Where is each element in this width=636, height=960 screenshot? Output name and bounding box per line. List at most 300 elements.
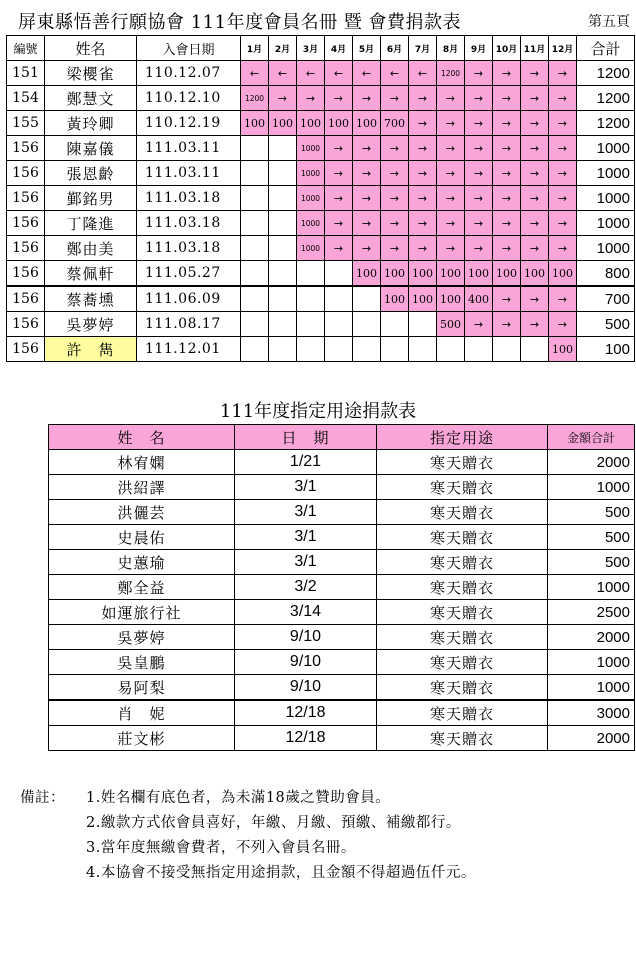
month-payment-cell: → [409, 236, 437, 261]
month-payment-cell [437, 337, 465, 362]
donation-date: 3/1 [235, 550, 377, 575]
month-payment-cell: → [409, 161, 437, 186]
month-payment-cell: 100 [325, 111, 353, 136]
donor-name: 肖 妮 [49, 700, 235, 726]
member-row [7, 261, 635, 287]
month-payment-cell [493, 337, 521, 362]
donation-date: 12/18 [235, 726, 377, 751]
donation-row [49, 726, 635, 751]
month-payment-cell: 100 [269, 111, 297, 136]
donation-row [49, 575, 635, 600]
month-payment-cell: → [549, 236, 577, 261]
month-payment-cell: → [549, 86, 577, 111]
member-name: 鄞銘男 [45, 186, 137, 211]
month-payment-cell [269, 337, 297, 362]
donor-name: 吳夢婷 [49, 625, 235, 650]
member-total: 100 [577, 337, 635, 362]
month-payment-cell: → [521, 86, 549, 111]
month-payment-cell: 1000 [297, 161, 325, 186]
month-payment-cell: → [549, 186, 577, 211]
month-payment-cell [241, 286, 269, 312]
donation-table-header [49, 425, 635, 450]
donation-amount: 2000 [548, 450, 635, 475]
month-payment-cell: → [409, 111, 437, 136]
donor-name: 林宥嫻 [49, 450, 235, 475]
month-payment-cell: → [437, 136, 465, 161]
header-name: 姓名 [45, 36, 137, 61]
month-payment-cell: → [409, 86, 437, 111]
donation-purpose: 寒天贈衣 [377, 475, 548, 500]
month-payment-cell [241, 161, 269, 186]
member-row [7, 236, 635, 261]
month-payment-cell [241, 337, 269, 362]
member-name: 梁櫻雀 [45, 61, 137, 86]
month-payment-cell [241, 261, 269, 287]
donation-amount: 1000 [548, 675, 635, 701]
month-payment-cell: → [493, 236, 521, 261]
member-total: 1000 [577, 136, 635, 161]
donation-amount: 1000 [548, 650, 635, 675]
month-payment-cell: → [353, 211, 381, 236]
month-payment-cell: → [465, 236, 493, 261]
donation-row [49, 625, 635, 650]
month-payment-cell [241, 211, 269, 236]
month-payment-cell: ← [409, 61, 437, 86]
member-join-date: 111.03.18 [137, 236, 241, 261]
member-number: 156 [7, 186, 45, 211]
member-total: 500 [577, 312, 635, 337]
document-title: 屏東縣悟善行願協會 111年度會員名冊 暨 會費捐款表 [18, 12, 462, 33]
month-payment-cell: → [353, 186, 381, 211]
month-payment-cell: → [521, 161, 549, 186]
note-item [20, 836, 632, 861]
donation-amount: 3000 [548, 700, 635, 726]
header-month: 1月 [241, 36, 269, 61]
month-payment-cell [521, 337, 549, 362]
month-payment-cell: 100 [353, 261, 381, 287]
month-payment-cell [269, 211, 297, 236]
member-row [7, 286, 635, 312]
month-payment-cell: → [409, 136, 437, 161]
donation-amount: 1000 [548, 575, 635, 600]
month-payment-cell [353, 337, 381, 362]
member-fee-table [6, 35, 635, 362]
donation-date: 9/10 [235, 650, 377, 675]
document-header [4, 6, 632, 32]
member-join-date: 111.06.09 [137, 286, 241, 312]
member-name: 陳嘉儀 [45, 136, 137, 161]
month-payment-cell: 100 [353, 111, 381, 136]
header-month: 5月 [353, 36, 381, 61]
member-total: 1000 [577, 186, 635, 211]
month-payment-cell [269, 261, 297, 287]
donor-name: 史蕙瑜 [49, 550, 235, 575]
donation-purpose: 寒天贈衣 [377, 675, 548, 701]
member-join-date: 110.12.19 [137, 111, 241, 136]
month-payment-cell: ← [325, 61, 353, 86]
member-name: 鄭慧文 [45, 86, 137, 111]
member-name: 許 雋 [45, 337, 137, 362]
member-name: 蔡佩軒 [45, 261, 137, 287]
member-join-date: 110.12.10 [137, 86, 241, 111]
member-name: 蔡蕎壎 [45, 286, 137, 312]
member-total: 800 [577, 261, 635, 287]
month-payment-cell: → [353, 136, 381, 161]
month-payment-cell: → [437, 111, 465, 136]
member-join-date: 111.03.11 [137, 136, 241, 161]
donation-amount: 2000 [548, 726, 635, 751]
month-payment-cell: → [549, 61, 577, 86]
month-payment-cell [269, 186, 297, 211]
month-payment-cell [241, 186, 269, 211]
month-payment-cell: → [381, 136, 409, 161]
member-table-header [7, 36, 635, 61]
month-payment-cell: 1000 [297, 186, 325, 211]
month-payment-cell [269, 236, 297, 261]
month-payment-cell: 1000 [297, 136, 325, 161]
member-total: 700 [577, 286, 635, 312]
donation-table-title: 111年度指定用途捐款表 [219, 401, 417, 422]
donation-purpose: 寒天贈衣 [377, 500, 548, 525]
month-payment-cell [353, 286, 381, 312]
month-payment-cell: 100 [297, 111, 325, 136]
donor-name: 如運旅行社 [49, 600, 235, 625]
month-payment-cell [325, 312, 353, 337]
month-payment-cell: → [493, 86, 521, 111]
donation-date: 12/18 [235, 700, 377, 726]
note-item [20, 786, 632, 811]
donation-amount: 2000 [548, 625, 635, 650]
donor-name: 史晨佑 [49, 525, 235, 550]
donor-name: 莊文彬 [49, 726, 235, 751]
donation-purpose: 寒天贈衣 [377, 700, 548, 726]
month-payment-cell: → [381, 161, 409, 186]
header-month: 10月 [493, 36, 521, 61]
month-payment-cell: 100 [409, 286, 437, 312]
header-purpose: 指定用途 [377, 425, 548, 450]
member-name: 鄭由美 [45, 236, 137, 261]
month-payment-cell: ← [241, 61, 269, 86]
month-payment-cell: 100 [437, 286, 465, 312]
donation-date: 3/2 [235, 575, 377, 600]
month-payment-cell [297, 337, 325, 362]
donation-amount: 1000 [548, 475, 635, 500]
month-payment-cell: → [493, 111, 521, 136]
month-payment-cell: 100 [381, 286, 409, 312]
month-payment-cell [241, 136, 269, 161]
month-payment-cell: → [493, 186, 521, 211]
notes-section [20, 786, 632, 886]
month-payment-cell: 1000 [297, 236, 325, 261]
month-payment-cell: → [269, 86, 297, 111]
month-payment-cell: → [521, 186, 549, 211]
member-total: 1000 [577, 236, 635, 261]
month-payment-cell: 100 [465, 261, 493, 287]
month-payment-cell [381, 337, 409, 362]
donation-date: 9/10 [235, 675, 377, 701]
member-number: 156 [7, 211, 45, 236]
donation-table [48, 424, 635, 751]
note-text: 2.繳款方式依會員喜好，年繳、月繳、預繳、補繳都行。 [86, 815, 461, 831]
note-item [20, 861, 632, 886]
header-join-date: 入會日期 [137, 36, 241, 61]
month-payment-cell: → [437, 161, 465, 186]
month-payment-cell [269, 312, 297, 337]
month-payment-cell: 100 [493, 261, 521, 287]
member-join-date: 111.08.17 [137, 312, 241, 337]
member-row [7, 312, 635, 337]
month-payment-cell: → [325, 86, 353, 111]
donation-row [49, 525, 635, 550]
month-payment-cell: → [325, 211, 353, 236]
month-payment-cell [241, 312, 269, 337]
month-payment-cell: → [325, 136, 353, 161]
month-payment-cell [325, 337, 353, 362]
donation-purpose: 寒天贈衣 [377, 525, 548, 550]
member-join-date: 111.12.01 [137, 337, 241, 362]
month-payment-cell: ← [297, 61, 325, 86]
note-item [20, 811, 632, 836]
member-number: 154 [7, 86, 45, 111]
donation-purpose: 寒天贈衣 [377, 650, 548, 675]
month-payment-cell: 100 [521, 261, 549, 287]
header-total: 合計 [577, 36, 635, 61]
donation-date: 3/1 [235, 475, 377, 500]
donation-purpose: 寒天贈衣 [377, 625, 548, 650]
month-payment-cell: → [437, 86, 465, 111]
donation-purpose: 寒天贈衣 [377, 550, 548, 575]
member-row [7, 211, 635, 236]
member-number: 155 [7, 111, 45, 136]
month-payment-cell: 100 [241, 111, 269, 136]
month-payment-cell: → [521, 111, 549, 136]
header-month: 7月 [409, 36, 437, 61]
donation-amount: 500 [548, 525, 635, 550]
month-payment-cell: → [353, 161, 381, 186]
month-payment-cell: → [325, 186, 353, 211]
month-payment-cell: → [353, 236, 381, 261]
month-payment-cell: → [493, 211, 521, 236]
month-payment-cell: → [493, 312, 521, 337]
member-join-date: 111.05.27 [137, 261, 241, 287]
month-payment-cell: → [549, 211, 577, 236]
header-month: 8月 [437, 36, 465, 61]
month-payment-cell [465, 337, 493, 362]
month-payment-cell: → [493, 61, 521, 86]
member-row [7, 337, 635, 362]
member-name: 吳夢婷 [45, 312, 137, 337]
month-payment-cell [409, 312, 437, 337]
donor-name: 洪儷芸 [49, 500, 235, 525]
donation-date: 1/21 [235, 450, 377, 475]
month-payment-cell: → [437, 186, 465, 211]
month-payment-cell: 100 [409, 261, 437, 287]
month-payment-cell: → [465, 136, 493, 161]
month-payment-cell [241, 236, 269, 261]
member-total: 1200 [577, 86, 635, 111]
header-amount: 金額合計 [548, 425, 635, 450]
header-no: 編號 [7, 36, 45, 61]
month-payment-cell: → [549, 312, 577, 337]
member-join-date: 111.03.18 [137, 186, 241, 211]
member-total: 1200 [577, 111, 635, 136]
month-payment-cell: → [521, 236, 549, 261]
donation-date: 3/1 [235, 500, 377, 525]
month-payment-cell [381, 312, 409, 337]
month-payment-cell [297, 261, 325, 287]
member-total: 1000 [577, 211, 635, 236]
donation-amount: 500 [548, 550, 635, 575]
header-month: 4月 [325, 36, 353, 61]
donation-table-body [49, 450, 635, 751]
month-payment-cell: → [381, 186, 409, 211]
month-payment-cell: → [409, 211, 437, 236]
donor-name: 易阿梨 [49, 675, 235, 701]
month-payment-cell: → [325, 161, 353, 186]
donation-purpose: 寒天贈衣 [377, 450, 548, 475]
month-payment-cell: → [549, 161, 577, 186]
donation-purpose: 寒天贈衣 [377, 600, 548, 625]
month-payment-cell: → [521, 61, 549, 86]
header-month: 11月 [521, 36, 549, 61]
month-payment-cell: → [325, 236, 353, 261]
donor-name: 洪紹譯 [49, 475, 235, 500]
month-payment-cell: → [549, 136, 577, 161]
donation-row [49, 475, 635, 500]
member-table-body [7, 61, 635, 362]
header-month: 3月 [297, 36, 325, 61]
month-payment-cell: → [353, 86, 381, 111]
month-payment-cell: 100 [549, 261, 577, 287]
month-payment-cell: → [465, 312, 493, 337]
month-payment-cell: → [381, 211, 409, 236]
member-row [7, 136, 635, 161]
member-row [7, 61, 635, 86]
month-payment-cell: 100 [437, 261, 465, 287]
notes-label: 備註： [20, 790, 65, 806]
month-payment-cell: → [297, 86, 325, 111]
month-payment-cell [269, 161, 297, 186]
member-name: 丁隆進 [45, 211, 137, 236]
month-payment-cell [297, 312, 325, 337]
member-number: 156 [7, 312, 45, 337]
donor-name: 鄭全益 [49, 575, 235, 600]
month-payment-cell: 1200 [437, 61, 465, 86]
month-payment-cell: → [381, 236, 409, 261]
donation-row [49, 675, 635, 701]
member-number: 156 [7, 136, 45, 161]
month-payment-cell [325, 261, 353, 287]
month-payment-cell: → [521, 312, 549, 337]
member-number: 156 [7, 261, 45, 287]
member-total: 1200 [577, 61, 635, 86]
donation-row [49, 650, 635, 675]
donation-date: 3/1 [235, 525, 377, 550]
month-payment-cell [325, 286, 353, 312]
month-payment-cell: → [465, 186, 493, 211]
month-payment-cell: → [549, 111, 577, 136]
page-number: 第五頁 [588, 14, 630, 30]
month-payment-cell: 700 [381, 111, 409, 136]
month-payment-cell: → [465, 161, 493, 186]
donation-date: 9/10 [235, 625, 377, 650]
member-number: 156 [7, 286, 45, 312]
month-payment-cell: 1000 [297, 211, 325, 236]
member-row [7, 186, 635, 211]
month-payment-cell: → [493, 136, 521, 161]
donation-row [49, 500, 635, 525]
note-text: 1.姓名欄有底色者，為未滿18歲之贊助會員。 [86, 790, 391, 806]
month-payment-cell: 100 [549, 337, 577, 362]
month-payment-cell: → [549, 286, 577, 312]
month-payment-cell [269, 136, 297, 161]
member-row [7, 86, 635, 111]
note-text: 4.本協會不接受無指定用途捐款，且金額不得超過伍仟元。 [86, 865, 476, 881]
month-payment-cell: → [493, 286, 521, 312]
header-donor-name: 姓 名 [49, 425, 235, 450]
month-payment-cell: ← [269, 61, 297, 86]
member-join-date: 110.12.07 [137, 61, 241, 86]
member-number: 156 [7, 236, 45, 261]
donation-purpose: 寒天贈衣 [377, 726, 548, 751]
month-payment-cell: ← [353, 61, 381, 86]
month-payment-cell: → [493, 161, 521, 186]
month-payment-cell: 1200 [241, 86, 269, 111]
month-payment-cell: → [521, 211, 549, 236]
member-name: 黃玲卿 [45, 111, 137, 136]
month-payment-cell [269, 286, 297, 312]
donation-row [49, 450, 635, 475]
month-payment-cell: ← [381, 61, 409, 86]
member-row [7, 111, 635, 136]
donation-amount: 500 [548, 500, 635, 525]
member-number: 156 [7, 337, 45, 362]
month-payment-cell: → [465, 111, 493, 136]
donation-purpose: 寒天贈衣 [377, 575, 548, 600]
month-payment-cell: → [465, 211, 493, 236]
month-payment-cell: → [437, 211, 465, 236]
month-payment-cell: → [381, 86, 409, 111]
donor-name: 吳皇鵬 [49, 650, 235, 675]
member-total: 1000 [577, 161, 635, 186]
member-name: 張恩齡 [45, 161, 137, 186]
header-month: 9月 [465, 36, 493, 61]
month-payment-cell [409, 337, 437, 362]
month-payment-cell: 500 [437, 312, 465, 337]
header-month: 2月 [269, 36, 297, 61]
month-payment-cell: → [521, 136, 549, 161]
month-payment-cell [297, 286, 325, 312]
donation-amount: 2500 [548, 600, 635, 625]
note-text: 3.當年度無繳會費者，不列入會員名冊。 [86, 840, 356, 856]
month-payment-cell [353, 312, 381, 337]
donation-date: 3/14 [235, 600, 377, 625]
member-join-date: 111.03.11 [137, 161, 241, 186]
header-month: 12月 [549, 36, 577, 61]
month-payment-cell: 400 [465, 286, 493, 312]
member-row [7, 161, 635, 186]
donation-row [49, 600, 635, 625]
donation-row [49, 700, 635, 726]
month-payment-cell: → [465, 86, 493, 111]
header-donation-date: 日 期 [235, 425, 377, 450]
month-payment-cell: → [521, 286, 549, 312]
month-payment-cell: → [465, 61, 493, 86]
donation-row [49, 550, 635, 575]
header-month: 6月 [381, 36, 409, 61]
month-payment-cell: → [437, 236, 465, 261]
month-payment-cell: → [409, 186, 437, 211]
